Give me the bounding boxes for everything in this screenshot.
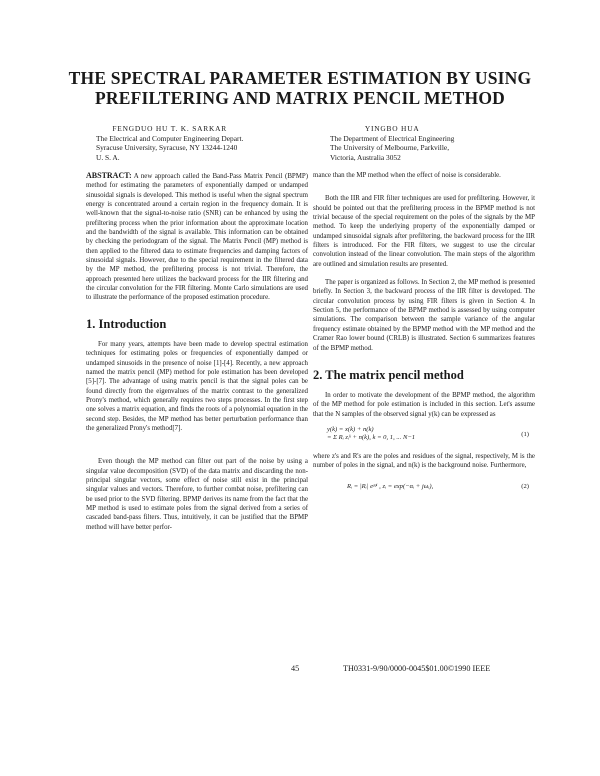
equation-number: (2) <box>521 482 529 490</box>
paragraph: Even though the MP method can filter out part of the noise by using a singular value decomposition (SVD) of the data matrix and discarding the non-principal singular vectors, some effect of noise still exist in the principal singular values and vectors. Therefore, to further combat noise, prefiltering can be used prior to the SVD filtering. BPMP derives its name from the fact that the MP method is used to estimate poles from the signal derived from a series of cascaded band-pass filters. Thus, intuitively, it can be justified that the BPMP method will have better perfor- <box>86 458 308 531</box>
section-heading: 1. Introduction <box>86 316 167 331</box>
author-affiliation-line: U. S. A. <box>96 152 120 162</box>
paragraph: For many years, attempts have been made to develop spectral estimation techniques for estimating poles or frequencies of exponentially damped or undamped sinusoids in the presence of noise [1]-[4]. Recently, a new approach named the matrix pencil (MP) method for pole estimation has been developed [5]-[7]. The advantage of using matrix pencil is that the signal poles can be found directly from the eigenvalues of the matrix contrast to the generalized Prony's method, which generally requires two steps processes. In the first step one solves a matrix equation, and finds the roots of a polynomial equation in the second step. Besides, the MP method has better perturbation performance than the generalized Prony's method[7]. <box>86 340 308 432</box>
equation-number: (1) <box>521 430 529 438</box>
author-block-1 <box>96 124 243 162</box>
page-number: 45 <box>291 664 300 673</box>
paragraph: The paper is organized as follows. In Section 2, the MP method is presented briefly. In Section 3, the backward process of the IIR filter is developed. The circular convolution process by using FIR filters is given in Section 4. In Section 5, the performance of the BPMP method is assessed by using computer simulations. The comparison between the sample variance of the angular frequency estimate obtained by the BPMP method with the MP method and the Cramer Rao lower bound (CRLB) is illustrated. Section 6 summarizes features of the BPMP method. <box>313 279 535 352</box>
author-affiliation-line: The University of Melbourne, Parkville, <box>330 143 450 153</box>
author-block-2 <box>330 124 454 162</box>
author-names: YINGBO HUA <box>364 124 420 133</box>
abstract-text: A new approach called the Band-Pass Matrix Pencil (BPMP) method for estimating the parameters of exponentially damped or undamped sinusoidal signals is developed. This method is useful when the signal spectrum energy is concentrated around a certain region in the frequency domain. It is well-known that the signal-to-noise ratio (SNR) can be enhanced by using the prefiltering process when the prior information about the approximate location and the bandwidth of the signal is available. This information can be obtained by checking the periodogram of the signal. The Matrix Pencil (MP) method is then applied to the filtered data to estimate frequencies and damping factors of sinusoidal signals. However, due to the special requirement in the filtered data by the MP method, the prefiltering process is not trivial. Therefore, the approach presented here utilizes the backward process for the IIR filtering and the circular convolution for the FIR filtering. Monte Carlo simulations are used to illustrate the performance of the proposed estimation procedure. <box>86 173 308 302</box>
author-affiliation-line: The Department of Electrical Engineering <box>330 133 455 143</box>
equation-2 <box>313 483 535 492</box>
equation-1 <box>313 426 535 443</box>
author-affiliation-line: Syracuse University, Syracuse, NY 13244-1240 <box>96 143 238 153</box>
paragraph: In order to motivate the development of the BPMP method, the algorithm of the MP method for pole estimation is included in this section. Let's assume that the N samples of the observed signal y(k) can be expressed as <box>313 391 535 418</box>
abstract <box>86 171 308 303</box>
left-column <box>86 171 308 532</box>
copyright-code: TH0331-9/90/0000-0045$01.00©1990 IEEE <box>343 664 491 673</box>
equation-line: y(k) = x(k) + n(k) <box>327 425 374 433</box>
author-affiliation-line: The Electrical and Computer Engineering Depart. <box>96 133 244 143</box>
equation-line: = Σ Rᵢ zᵢᵏ + n(k), k = 0, 1, ... N−1 <box>327 434 416 442</box>
abstract-label: ABSTRACT: <box>86 171 132 180</box>
paragraph: mance than the MP method when the effect of noise is considerable. <box>313 172 501 179</box>
title-line-1: THE SPECTRAL PARAMETER ESTIMATION BY USING <box>68 68 532 88</box>
author-names: FENGDUO HU T. K. SARKAR <box>112 124 227 133</box>
section-heading: 2. The matrix pencil method <box>313 367 464 382</box>
paper-title <box>0 68 600 108</box>
paragraph: where z's and R's are the poles and residues of the signal, respectively, M is the number of poles in the signal, and n(k) is the background noise. Furthermore, <box>313 452 535 470</box>
author-affiliation-line: Victoria, Australia 3052 <box>330 152 401 162</box>
title-line-2: PREFILTERING AND MATRIX PENCIL METHOD <box>95 88 505 108</box>
paragraph: Both the IIR and FIR filter techniques are used for prefiltering. However, it should be pointed out that the prefiltering process in the BPMP method is not trivial because of the special requirement on the poles of the signals by the MP method. To keep the underlying property of the exponentially damped or undamped sinusoidal signals after prefiltering, the backward process for the IIR filters is introduced. For the FIR filters, we suggest to use the circular convolution instead of the linear convolution. The main steps of the algorithm are outlined and simulation results are presented. <box>313 195 535 268</box>
right-column <box>313 171 535 491</box>
equation-line: Rᵢ = |Rᵢ| eʲᵠⁱ , zᵢ = exp(−αᵢ + jωᵢ), <box>347 482 434 490</box>
